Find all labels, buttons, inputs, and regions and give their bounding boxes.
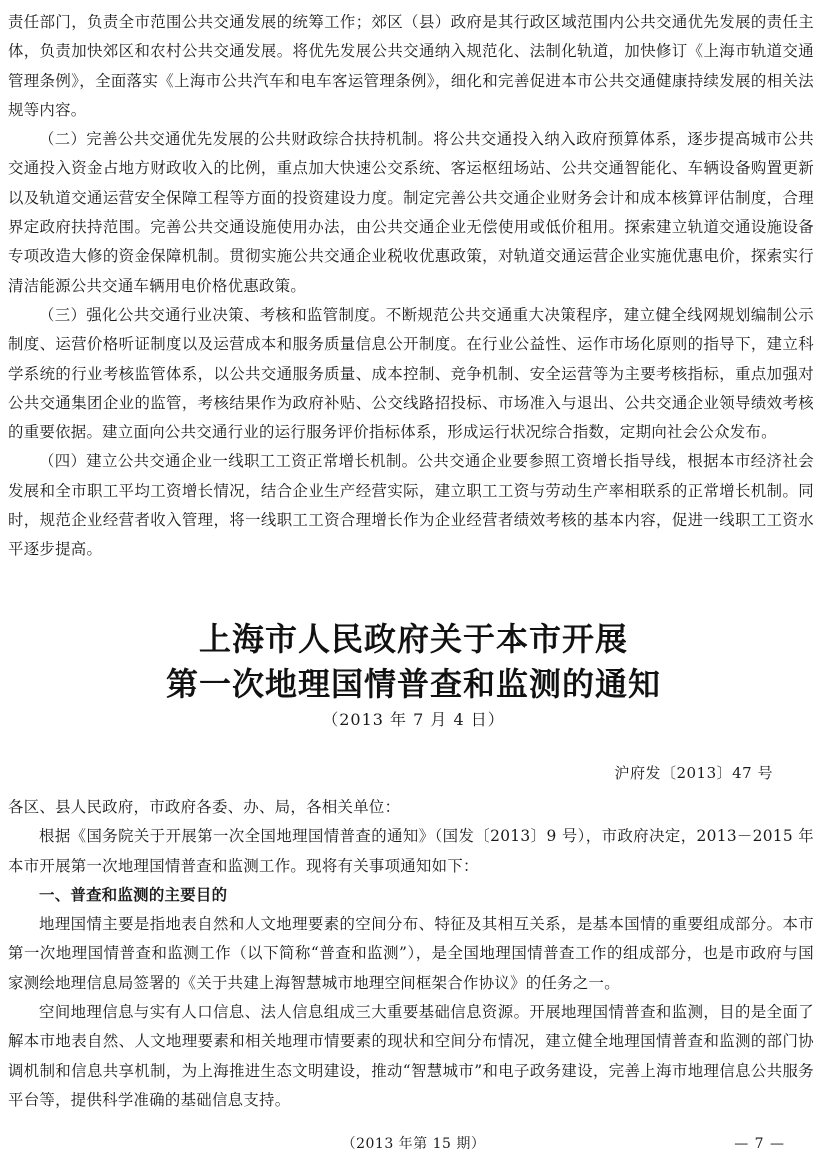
paragraph-finance-mechanism (8, 125, 814, 301)
section-heading-1: 一、普查和监测的主要目的 (39, 885, 228, 904)
paragraph-lead-finance: （二）完善公共交通优先发展的公共财政综合扶持机制。 (39, 130, 434, 149)
paragraph-wage-mechanism (8, 447, 814, 564)
footer-issue-number: （2013 年第 15 期） (341, 1136, 486, 1152)
notice-title-line-2: 第一次地理国情普查和监测的通知 (165, 665, 661, 703)
continued-text-section (8, 8, 814, 565)
section-1-paragraph-1: 地理国情主要是指地表自然和人文地理要素的空间分布、特征及其相互关系，是基本国情的重要组成部分。本市第一次地理国情普查和监测工作（以下简称“普查和监测”），是全国地理国情普查工作的组成部分，也是市政府与国家测绘地理信息局签署的《关于共建上海智慧城市地理空间框架合作协议》的任务之一。 (8, 915, 814, 992)
document-number: 沪府发〔2013〕47 号 (614, 764, 773, 782)
paragraph-lead-decision: （三）强化公共交通行业决策、考核和监管制度。 (39, 305, 386, 324)
paragraph-continued: 责任部门，负责全市范围公共交通发展的统筹工作；郊区（县）政府是其行政区域范围内公共交通优先发展的责任主体，负责加快郊区和农村公共交通发展。将优先发展公共交通纳入规范化、法制化轨道，加快修订《上海市轨道交通管理条例》，全面落实《上海市公共汽车和电车客运管理条例》，细化和完善促进本市公共交通健康持续发展的相关法规等内容。 (8, 13, 814, 119)
paragraph-body-finance: 将公共交通投入纳入政府预算体系，逐步提高城市公共交通投入资金占地方财政收入的比例，重点加大快速公交系统、客运枢纽场站、公共交通智能化、车辆设备购置更新以及轨道交通运营安全保障工程等方面的投资建设力度。制定完善公共交通企业财务会计和成本核算评估制度，合理界定政府扶持范围。完善公共交通设施使用办法，由公共交通企业无偿使用或低价租用。探索建立轨道交通设施设备专项改造大修的资金保障机制。贯彻实施公共交通企业税收优惠政策，对轨道交通运营企业实施优惠电价，探索实行清洁能源公共交通车辆用电价格优惠政策。 (8, 130, 814, 295)
addressee-line: 各区、县人民政府，市政府各委、办、局，各相关单位： (8, 798, 401, 816)
section-1-paragraph-2: 空间地理信息与实有人口信息、法人信息组成三大重要基础信息资源。开展地理国情普查和监测，目的是全面了解本市地表自然、人文地理要素和相关地理市情要素的现状和空间分布情况，建立健全地理国情普查和监测的部门协调机制和信息共享机制，为上海推进生态文明建设，推动“智慧城市”和电子政务建设，完善上海市地理信息公共服务平台等，提供科学准确的基础信息支持。 (8, 1003, 814, 1109)
paragraph-body-decision: 不断规范公共交通重大决策程序，建立健全线网规划编制公示制度、运营价格听证制度以及运营成本和服务质量信息公开制度。在行业公益性、运作市场化原则的指导下，建立科学系统的行业考核监管体系，以公共交通服务质量、成本控制、竞争机制、安全运营等为主要考核指标，重点加强对公共交通集团企业的监管，考核结果作为政府补贴、公交线路招投标、市场准入与退出、公共交通企业领导绩效考核的重要依据。建立面向公共交通行业的运行服务评价指标体系，形成运行状况综合指数，定期向社会公众发布。 (8, 305, 814, 442)
notice-date: （2013 年 7 月 4 日） (322, 710, 505, 729)
paragraph-decision-supervision (8, 301, 814, 447)
footer-page-number: — 7 — (734, 1136, 785, 1152)
intro-paragraph: 根据《国务院关于开展第一次全国地理国情普查的通知》（国发〔2013〕9 号），市政府决定，2013－2015 年本市开展第一次地理国情普查和监测工作。现将有关事项通知如下： (8, 827, 814, 875)
paragraph-lead-wage: （四）建立公共交通企业一线职工工资正常增长机制。 (39, 452, 418, 471)
notice-title-line-1: 上海市人民政府关于本市开展 (198, 620, 628, 658)
paragraph-body-wage: 公共交通企业要参照工资增长指导线，根据本市经济社会发展和全市职工平均工资增长情况，结合企业生产经营实际，建立职工工资与劳动生产率相联系的正常增长机制。同时，规范企业经营者收入管理，将一线职工工资合理增长作为企业经营者绩效考核的基本内容，促进一线职工工资水平逐步提高。 (8, 452, 814, 559)
notice-body (8, 793, 814, 1115)
